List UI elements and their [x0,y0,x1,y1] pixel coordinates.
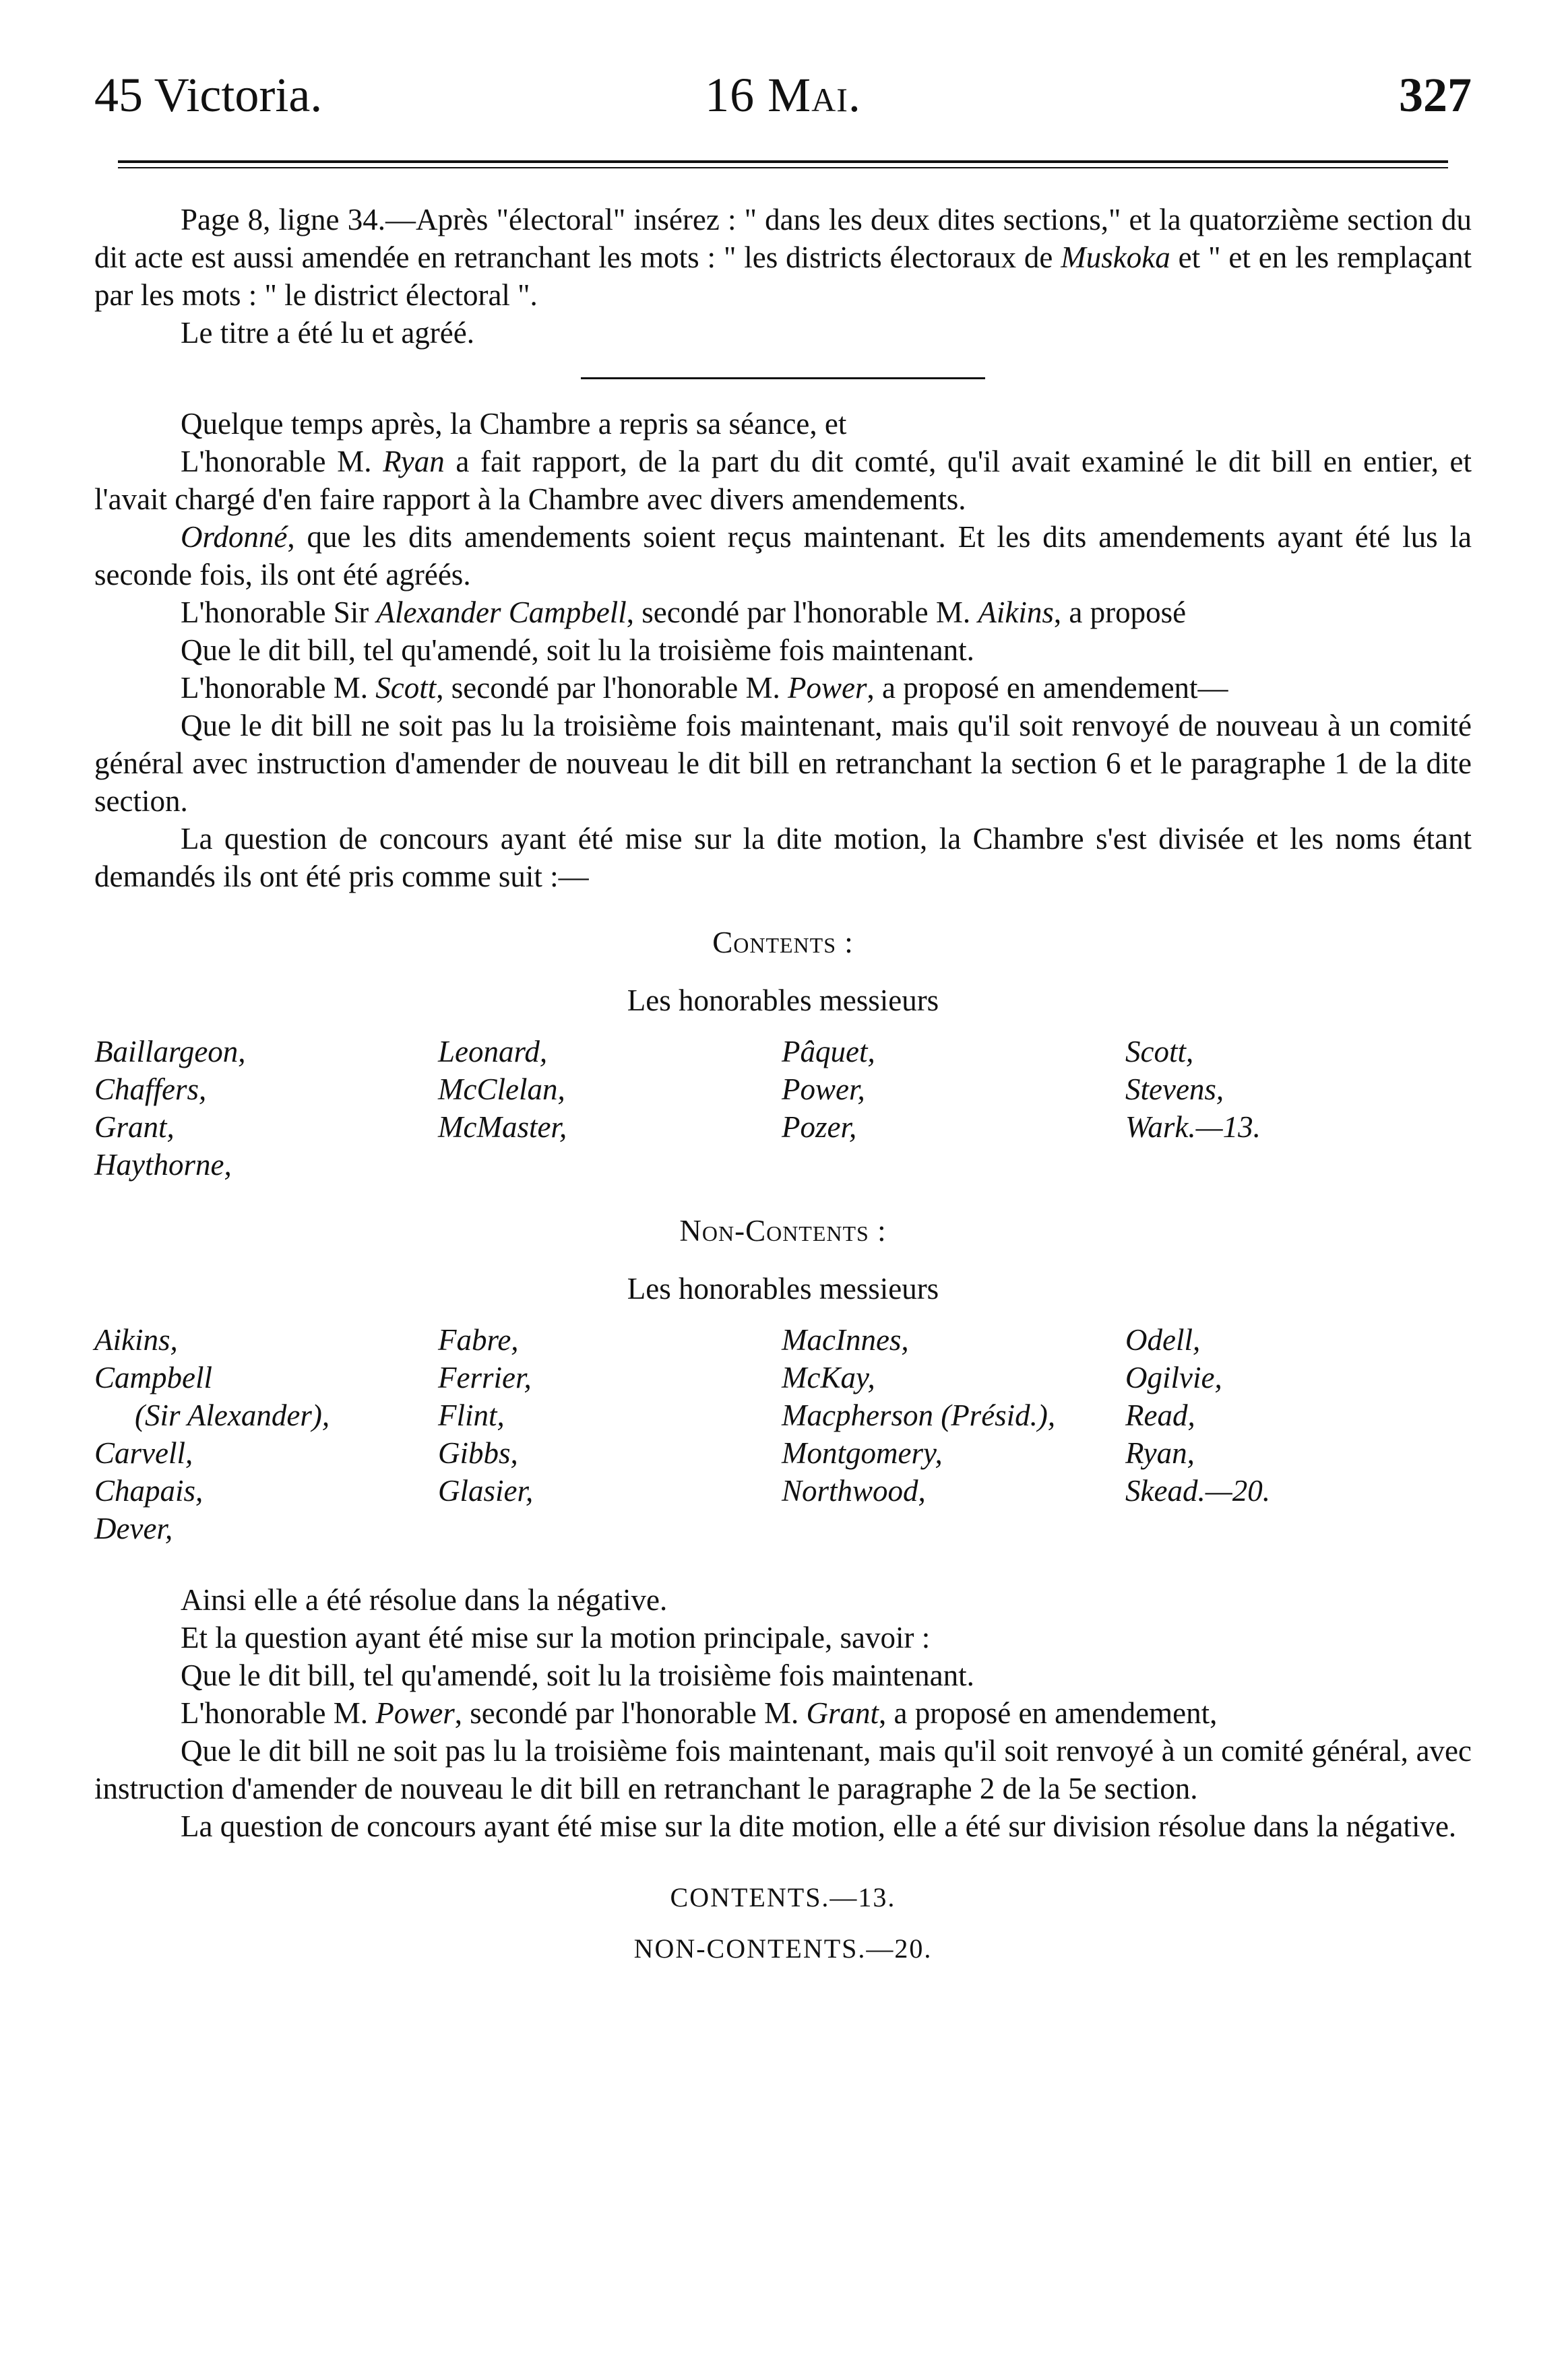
name-cell: Flint, [438,1398,505,1432]
amendment-paragraph: Page 8, ligne 34.—Après "électoral" insérez : " dans les deux dites sections," et la quatorzième section du dit acte est aussi amendée en retranchant les mots : " les districts électoraux de Muskoka et " et en les remplaçant par les mots : " le district électoral ". [94,203,1472,312]
name-cell: (Sir Alexander), [135,1398,330,1432]
date-label: 16 Mai. [705,68,861,122]
name-cell: Glasier, [438,1474,534,1508]
name-cell: Skead.—20. [1125,1474,1270,1508]
name-cell: Pozer, [782,1110,857,1144]
name-cell: Haythorne, [94,1148,232,1182]
name-cell: Carvell, [94,1436,193,1470]
noncontents-heading: Non-Contents : [679,1214,887,1248]
name-cell: Odell, [1125,1323,1201,1357]
contents-names-grid [94,1033,1472,1184]
name-cell: Macpherson (Présid.), [782,1398,1056,1432]
paragraph: Que le dit bill, tel qu'amendé, soit lu la troisième fois maintenant. [181,633,974,667]
session-label: 45 Victoria. [94,68,323,122]
title-agreed: Le titre a été lu et agréé. [181,316,474,350]
paragraph: L'honorable M. Scott, secondé par l'honorable M. Power, a proposé en amendement— [181,671,1228,705]
name-cell: Aikins, [94,1323,178,1357]
name-cell: Dever, [94,1512,173,1545]
contents-heading: Contents : [712,926,854,959]
name-cell: Leonard, [438,1035,548,1068]
paragraph: L'honorable M. Ryan a fait rapport, de la part du dit comté, qu'il avait examiné le dit bill en entier, et l'avait chargé d'en faire rapport à la Chambre avec divers amendements. [94,445,1472,516]
name-cell: Campbell [94,1361,212,1394]
page-header [94,67,1472,128]
name-cell: Fabre, [438,1323,519,1357]
paragraph: Et la question ayant été mise sur la motion principale, savoir : [181,1621,931,1654]
paragraph: Que le dit bill ne soit pas lu la troisième fois maintenant, mais qu'il soit renvoyé à un comité général, avec instruction d'amender de nouveau le dit bill en retranchant le paragraphe 2 de la 5e section. [94,1734,1472,1805]
name-cell: Ryan, [1125,1436,1195,1470]
name-cell: Pâquet, [782,1035,875,1068]
name-cell [782,1510,1125,1547]
name-cell [782,1146,1125,1184]
paragraph: Que le dit bill ne soit pas lu la troisième fois maintenant, mais qu'il soit renvoyé de nouveau à un comité général avec instruction d'amender de nouveau le dit bill en retranchant la section 6 et le paragraphe 1 de la dite section. [94,709,1472,818]
name-cell [1125,1146,1462,1184]
name-cell: Chaffers, [94,1072,207,1106]
name-cell: McClelan, [438,1072,565,1106]
name-cell: MacInnes, [782,1323,909,1357]
name-cell: Stevens, [1125,1072,1224,1106]
name-cell: Scott, [1125,1035,1194,1068]
name-cell: Read, [1125,1398,1195,1432]
name-cell [438,1146,782,1184]
name-cell: Ogilvie, [1125,1361,1222,1394]
name-cell: McMaster, [438,1110,567,1144]
paragraph: Que le dit bill, tel qu'amendé, soit lu la troisième fois maintenant. [181,1659,974,1692]
name-cell [438,1510,782,1547]
paragraph: L'honorable Sir Alexander Campbell, secondé par l'honorable M. Aikins, a proposé [181,596,1187,629]
name-cell: McKay, [782,1361,875,1394]
name-cell: Ferrier, [438,1361,532,1394]
noncontents-names-grid [94,1321,1472,1547]
noncontents-tally: NON-CONTENTS.—20. [633,1933,933,1964]
contents-subheading: Les honorables messieurs [627,984,939,1017]
header-rule [118,160,1448,168]
page-number: 327 [1399,68,1472,122]
name-cell: Power, [782,1072,865,1106]
name-cell [1125,1510,1462,1547]
name-cell: Montgomery, [782,1436,943,1470]
name-cell: Gibbs, [438,1436,518,1470]
contents-tally: CONTENTS.—13. [670,1882,896,1912]
section-separator [581,377,985,379]
name-cell: Wark.—13. [1125,1110,1261,1144]
paragraph: La question de concours ayant été mise sur la dite motion, elle a été sur division résolue dans la négative. [181,1809,1457,1843]
page-body [94,201,1472,1968]
paragraph: La question de concours ayant été mise sur la dite motion, la Chambre s'est divisée et les noms étant demandés ils ont été pris comme suit :— [94,822,1472,893]
name-cell: Baillargeon, [94,1035,246,1068]
name-cell: Chapais, [94,1474,203,1508]
noncontents-subheading: Les honorables messieurs [627,1272,939,1306]
name-cell: Grant, [94,1110,175,1144]
paragraph: L'honorable M. Power, secondé par l'honorable M. Grant, a proposé en amendement, [181,1696,1218,1730]
paragraph: Ainsi elle a été résolue dans la négative. [181,1583,668,1617]
paragraph: Ordonné, que les dits amendements soient reçus maintenant. Et les dits amendements ayant été lus la seconde fois, ils ont été agréés. [94,520,1472,591]
name-cell: Northwood, [782,1474,926,1508]
paragraph: Quelque temps après, la Chambre a repris sa séance, et [181,407,847,441]
